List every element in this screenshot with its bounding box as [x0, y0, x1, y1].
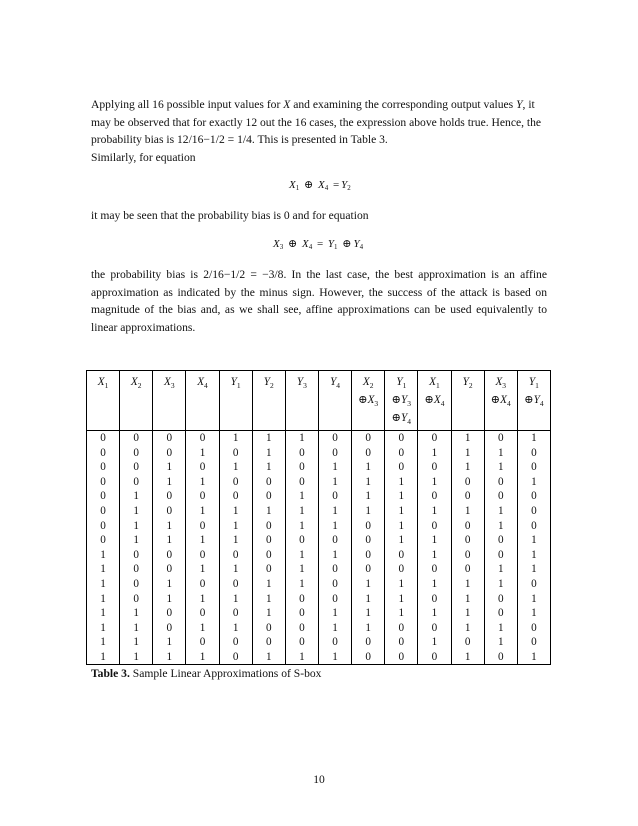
table-cell: 1	[153, 518, 186, 533]
table-cell: 1	[418, 533, 451, 548]
table-cell: 1	[352, 577, 385, 592]
page-number: 10	[313, 773, 325, 786]
table-row	[87, 489, 551, 504]
table-cell: 0	[318, 430, 351, 445]
table-cell: 1	[252, 606, 285, 621]
table-cell: 0	[517, 504, 550, 519]
table-cell: 1	[186, 562, 219, 577]
table-cell: 1	[285, 650, 318, 665]
table-cell: 1	[120, 518, 153, 533]
table-cell: 0	[153, 430, 186, 445]
table-cell: 0	[87, 430, 120, 445]
table-cell: 0	[451, 533, 484, 548]
table-cell: 0	[451, 562, 484, 577]
table-cell: 0	[484, 547, 517, 562]
table-cell: 1	[385, 518, 418, 533]
table-cell: 0	[87, 474, 120, 489]
table-cell: 1	[87, 577, 120, 592]
table-cell: 1	[517, 562, 550, 577]
table-cell: 0	[120, 577, 153, 592]
table-cell: 1	[385, 591, 418, 606]
table-cell: 1	[451, 460, 484, 475]
table-cell: 1	[285, 518, 318, 533]
table-cell: 1	[153, 460, 186, 475]
table-cell: 0	[87, 460, 120, 475]
table-cell: 1	[87, 606, 120, 621]
table-cell: 0	[385, 445, 418, 460]
table-cell: 0	[418, 650, 451, 665]
table-cell: 1	[484, 518, 517, 533]
table-cell: 0	[219, 547, 252, 562]
table-cell: 1	[385, 606, 418, 621]
table-cell: 1	[352, 489, 385, 504]
table-cell: 1	[153, 650, 186, 665]
table-cell: 1	[120, 635, 153, 650]
table-cell: 1	[252, 445, 285, 460]
table-cell: 0	[87, 518, 120, 533]
table-cell: 0	[517, 620, 550, 635]
table-cell: 1	[517, 474, 550, 489]
table-cell: 0	[186, 460, 219, 475]
sbox-approximation-table	[86, 370, 551, 665]
table-cell: 1	[517, 547, 550, 562]
table-cell: 1	[186, 591, 219, 606]
table-cell: 0	[318, 635, 351, 650]
table-cell: 0	[219, 489, 252, 504]
table-cell: 1	[252, 460, 285, 475]
table-cell: 1	[186, 650, 219, 665]
table-row	[87, 445, 551, 460]
table-cell: 1	[451, 650, 484, 665]
table-cell: 1	[451, 430, 484, 445]
table-cell: 0	[186, 606, 219, 621]
table-cell: 1	[451, 445, 484, 460]
table-cell: 1	[385, 489, 418, 504]
col-header: $Y_4$	[318, 371, 351, 431]
table-cell: 1	[352, 460, 385, 475]
table-cell: 0	[120, 445, 153, 460]
table-cell: 0	[318, 591, 351, 606]
table-cell: 0	[120, 547, 153, 562]
table-cell: 0	[385, 635, 418, 650]
table-row	[87, 460, 551, 475]
table-cell: 1	[484, 460, 517, 475]
table-cell: 1	[451, 620, 484, 635]
table-cell: 0	[153, 606, 186, 621]
table-cell: 1	[451, 606, 484, 621]
table-cell: 0	[186, 430, 219, 445]
table-cell: 0	[451, 635, 484, 650]
table-cell: 0	[385, 430, 418, 445]
table-cell: 1	[352, 620, 385, 635]
table-cell: 1	[120, 620, 153, 635]
table-cell: 1	[318, 650, 351, 665]
table-cell: 1	[120, 489, 153, 504]
table-cell: 0	[517, 577, 550, 592]
table-cell: 1	[186, 474, 219, 489]
table-cell: 1	[318, 474, 351, 489]
table-cell: 0	[285, 591, 318, 606]
table-cell: 1	[87, 635, 120, 650]
col-header: $Y_2$	[252, 371, 285, 431]
table-cell: 1	[352, 474, 385, 489]
table-cell: 0	[318, 562, 351, 577]
table-cell: 1	[517, 606, 550, 621]
table-cell: 1	[418, 547, 451, 562]
bias-zero-paragraph: it may be seen that the probability bias is 0 and for equation	[91, 209, 369, 222]
table-cell: 1	[484, 445, 517, 460]
table-row	[87, 504, 551, 519]
table-cell: 0	[219, 577, 252, 592]
table-cell: 1	[219, 562, 252, 577]
table-cell: 0	[252, 635, 285, 650]
table-cell: 1	[385, 577, 418, 592]
table-caption: Table 3. Sample Linear Approximations of S-box	[91, 667, 322, 680]
table-cell: 0	[484, 650, 517, 665]
table-cell: 0	[219, 606, 252, 621]
table-cell: 0	[120, 474, 153, 489]
table-cell: 0	[285, 606, 318, 621]
table-cell: 1	[385, 504, 418, 519]
table-cell: 0	[484, 489, 517, 504]
equation-x1-x4-y2: $X_1$ ⊕ $X_4 = Y_2$	[289, 179, 351, 192]
table-cell: 1	[285, 577, 318, 592]
table-cell: 0	[418, 620, 451, 635]
table-cell: 0	[120, 591, 153, 606]
table-cell: 0	[517, 518, 550, 533]
table-cell: 0	[352, 430, 385, 445]
col-header: $Y_3$	[285, 371, 318, 431]
table-cell: 0	[385, 620, 418, 635]
table-cell: 1	[186, 620, 219, 635]
table-cell: 1	[484, 635, 517, 650]
table-cell: 1	[484, 504, 517, 519]
table-cell: 0	[451, 547, 484, 562]
table-cell: 1	[418, 606, 451, 621]
table-cell: 1	[418, 445, 451, 460]
table-cell: 1	[87, 650, 120, 665]
table-cell: 0	[153, 504, 186, 519]
table-row	[87, 547, 551, 562]
table-cell: 1	[252, 591, 285, 606]
table-cell: 1	[285, 562, 318, 577]
table-cell: 0	[252, 533, 285, 548]
table-cell: 0	[352, 445, 385, 460]
table-cell: 0	[252, 518, 285, 533]
intro-paragraph: Applying all 16 possible input values for X and examining the corresponding output values Y, it may be observed that for exactly 12 out the 16 cases, the expression above holds true. Hence, the probability bias is 12/16−1/2 = 1/4. This is presented in Table 3.	[91, 98, 542, 146]
col-header-y1-xor-y4: $Y_1$ $\oplus Y_4$	[517, 371, 550, 431]
table-cell: 0	[318, 533, 351, 548]
table-cell: 1	[186, 445, 219, 460]
table-row	[87, 650, 551, 665]
table-cell: 1	[318, 606, 351, 621]
table-cell: 1	[352, 591, 385, 606]
table-cell: 1	[451, 577, 484, 592]
table-row	[87, 606, 551, 621]
table-body	[87, 430, 551, 665]
bias-paragraph: the probability bias is 2/16−1/2 = −3/8. In the last case, the best approximation is an affine approximation as indicated by the minus sign. However, the success of the attack is based on magnitude of the bias and, as we shall see, affine approximations can be used equivalently to linear approximations.	[91, 268, 547, 334]
table-cell: 1	[219, 620, 252, 635]
table-cell: 0	[186, 489, 219, 504]
table-cell: 0	[451, 474, 484, 489]
table-cell: 0	[517, 489, 550, 504]
col-header-x3-xor-x4: $X_3$ $\oplus X_4$	[484, 371, 517, 431]
table-row	[87, 562, 551, 577]
table-cell: 0	[385, 650, 418, 665]
table-cell: 0	[87, 504, 120, 519]
table-cell: 0	[385, 460, 418, 475]
table-row	[87, 620, 551, 635]
table-cell: 0	[252, 562, 285, 577]
table-cell: 0	[484, 474, 517, 489]
table-cell: 1	[517, 533, 550, 548]
table-cell: 0	[352, 650, 385, 665]
table-cell: 0	[352, 635, 385, 650]
table-cell: 0	[87, 489, 120, 504]
table-cell: 1	[219, 504, 252, 519]
table-cell: 0	[186, 518, 219, 533]
table-cell: 0	[252, 474, 285, 489]
col-header: $X_4$	[186, 371, 219, 431]
table-cell: 0	[318, 489, 351, 504]
table-cell: 1	[186, 504, 219, 519]
table-cell: 1	[418, 504, 451, 519]
table-cell: 0	[318, 445, 351, 460]
table-cell: 1	[120, 606, 153, 621]
col-header: $X_3$	[153, 371, 186, 431]
table-row	[87, 518, 551, 533]
table-cell: 0	[186, 635, 219, 650]
table-cell: 0	[186, 547, 219, 562]
col-header: $X_1$	[87, 371, 120, 431]
table-cell: 0	[153, 445, 186, 460]
table-cell: 1	[153, 533, 186, 548]
table-cell: 1	[385, 474, 418, 489]
table-cell: 0	[153, 562, 186, 577]
table-cell: 1	[352, 606, 385, 621]
table-cell: 1	[252, 430, 285, 445]
table-cell: 0	[352, 518, 385, 533]
table-cell: 1	[87, 591, 120, 606]
table-cell: 1	[153, 474, 186, 489]
table-cell: 0	[484, 606, 517, 621]
table-row	[87, 533, 551, 548]
table-cell: 1	[517, 591, 550, 606]
table-cell: 1	[186, 533, 219, 548]
table-cell: 1	[87, 562, 120, 577]
table-row	[87, 474, 551, 489]
table-cell: 0	[87, 445, 120, 460]
table-cell: 1	[418, 577, 451, 592]
table-cell: 1	[219, 518, 252, 533]
col-header: $X_2$	[120, 371, 153, 431]
table-cell: 0	[418, 489, 451, 504]
equation-x3-x4-y1-y4: $X_3$ ⊕ $X_4 = Y_1$ ⊕ $Y_4$	[273, 238, 364, 251]
table-cell: 1	[153, 635, 186, 650]
table-cell: 1	[318, 620, 351, 635]
table-cell: 0	[385, 562, 418, 577]
table-cell: 1	[352, 504, 385, 519]
table-cell: 1	[318, 547, 351, 562]
table-cell: 1	[87, 620, 120, 635]
table-cell: 1	[219, 591, 252, 606]
table-cell: 0	[451, 489, 484, 504]
table-cell: 1	[87, 547, 120, 562]
table-cell: 0	[120, 562, 153, 577]
table-cell: 0	[120, 460, 153, 475]
table-cell: 0	[385, 547, 418, 562]
table-cell: 0	[418, 460, 451, 475]
col-header-x2-xor-x3: $X_2$ $\oplus X_3$	[352, 371, 385, 431]
table-cell: 0	[285, 620, 318, 635]
table-row	[87, 577, 551, 592]
table-cell: 1	[385, 533, 418, 548]
table-cell: 0	[219, 445, 252, 460]
table-cell: 0	[120, 430, 153, 445]
table-cell: 1	[219, 460, 252, 475]
table-cell: 1	[418, 635, 451, 650]
table-cell: 0	[352, 562, 385, 577]
table-cell: 1	[517, 430, 550, 445]
table-cell: 1	[418, 474, 451, 489]
table-cell: 0	[484, 591, 517, 606]
table-cell: 0	[517, 635, 550, 650]
table-cell: 1	[285, 547, 318, 562]
table-cell: 0	[186, 577, 219, 592]
table-cell: 0	[418, 591, 451, 606]
table-cell: 1	[318, 518, 351, 533]
table-cell: 0	[153, 620, 186, 635]
table-cell: 1	[153, 577, 186, 592]
table-cell: 0	[352, 533, 385, 548]
table-cell: 0	[252, 489, 285, 504]
table-cell: 0	[418, 430, 451, 445]
table-cell: 1	[252, 577, 285, 592]
table-cell: 0	[318, 577, 351, 592]
table-cell: 1	[318, 504, 351, 519]
table-cell: 0	[517, 460, 550, 475]
table-row	[87, 591, 551, 606]
table-header-row	[87, 371, 551, 431]
col-header-y2: $Y_2$	[451, 371, 484, 431]
table-cell: 1	[219, 533, 252, 548]
table-cell: 1	[252, 504, 285, 519]
table-cell: 1	[318, 460, 351, 475]
table-cell: 0	[153, 547, 186, 562]
table-cell: 1	[484, 577, 517, 592]
table-cell: 0	[418, 562, 451, 577]
table-cell: 0	[219, 474, 252, 489]
table-cell: 1	[517, 650, 550, 665]
table-cell: 1	[285, 504, 318, 519]
table-cell: 1	[451, 591, 484, 606]
table-cell: 1	[219, 430, 252, 445]
table-cell: 0	[285, 474, 318, 489]
table-cell: 0	[219, 650, 252, 665]
table-cell: 0	[285, 533, 318, 548]
table-cell: 0	[451, 518, 484, 533]
table-cell: 0	[484, 430, 517, 445]
table-cell: 0	[285, 460, 318, 475]
table-cell: 1	[252, 650, 285, 665]
table-cell: 1	[484, 562, 517, 577]
table-cell: 0	[484, 533, 517, 548]
table-cell: 1	[120, 504, 153, 519]
similarly-paragraph: Similarly, for equation	[91, 151, 196, 164]
table-cell: 0	[219, 635, 252, 650]
table-cell: 0	[252, 620, 285, 635]
table-cell: 0	[517, 445, 550, 460]
table-cell: 1	[484, 620, 517, 635]
table-cell: 1	[120, 533, 153, 548]
table-cell: 0	[352, 547, 385, 562]
table-cell: 1	[451, 504, 484, 519]
table-cell: 1	[285, 430, 318, 445]
table-row	[87, 430, 551, 445]
table-cell: 0	[153, 489, 186, 504]
table-cell: 0	[87, 533, 120, 548]
col-header-y1-xor-y3-xor-y4: $Y_1$ $\oplus Y_3$ $\oplus Y_4$	[385, 371, 418, 431]
table-row	[87, 635, 551, 650]
table-cell: 0	[252, 547, 285, 562]
table-cell: 0	[285, 445, 318, 460]
table-cell: 0	[285, 635, 318, 650]
table-cell: 1	[285, 489, 318, 504]
table-cell: 1	[120, 650, 153, 665]
table-cell: 1	[153, 591, 186, 606]
table-cell: 0	[418, 518, 451, 533]
col-header-x1-xor-x4: $X_1$ $\oplus X_4$	[418, 371, 451, 431]
col-header: $Y_1$	[219, 371, 252, 431]
